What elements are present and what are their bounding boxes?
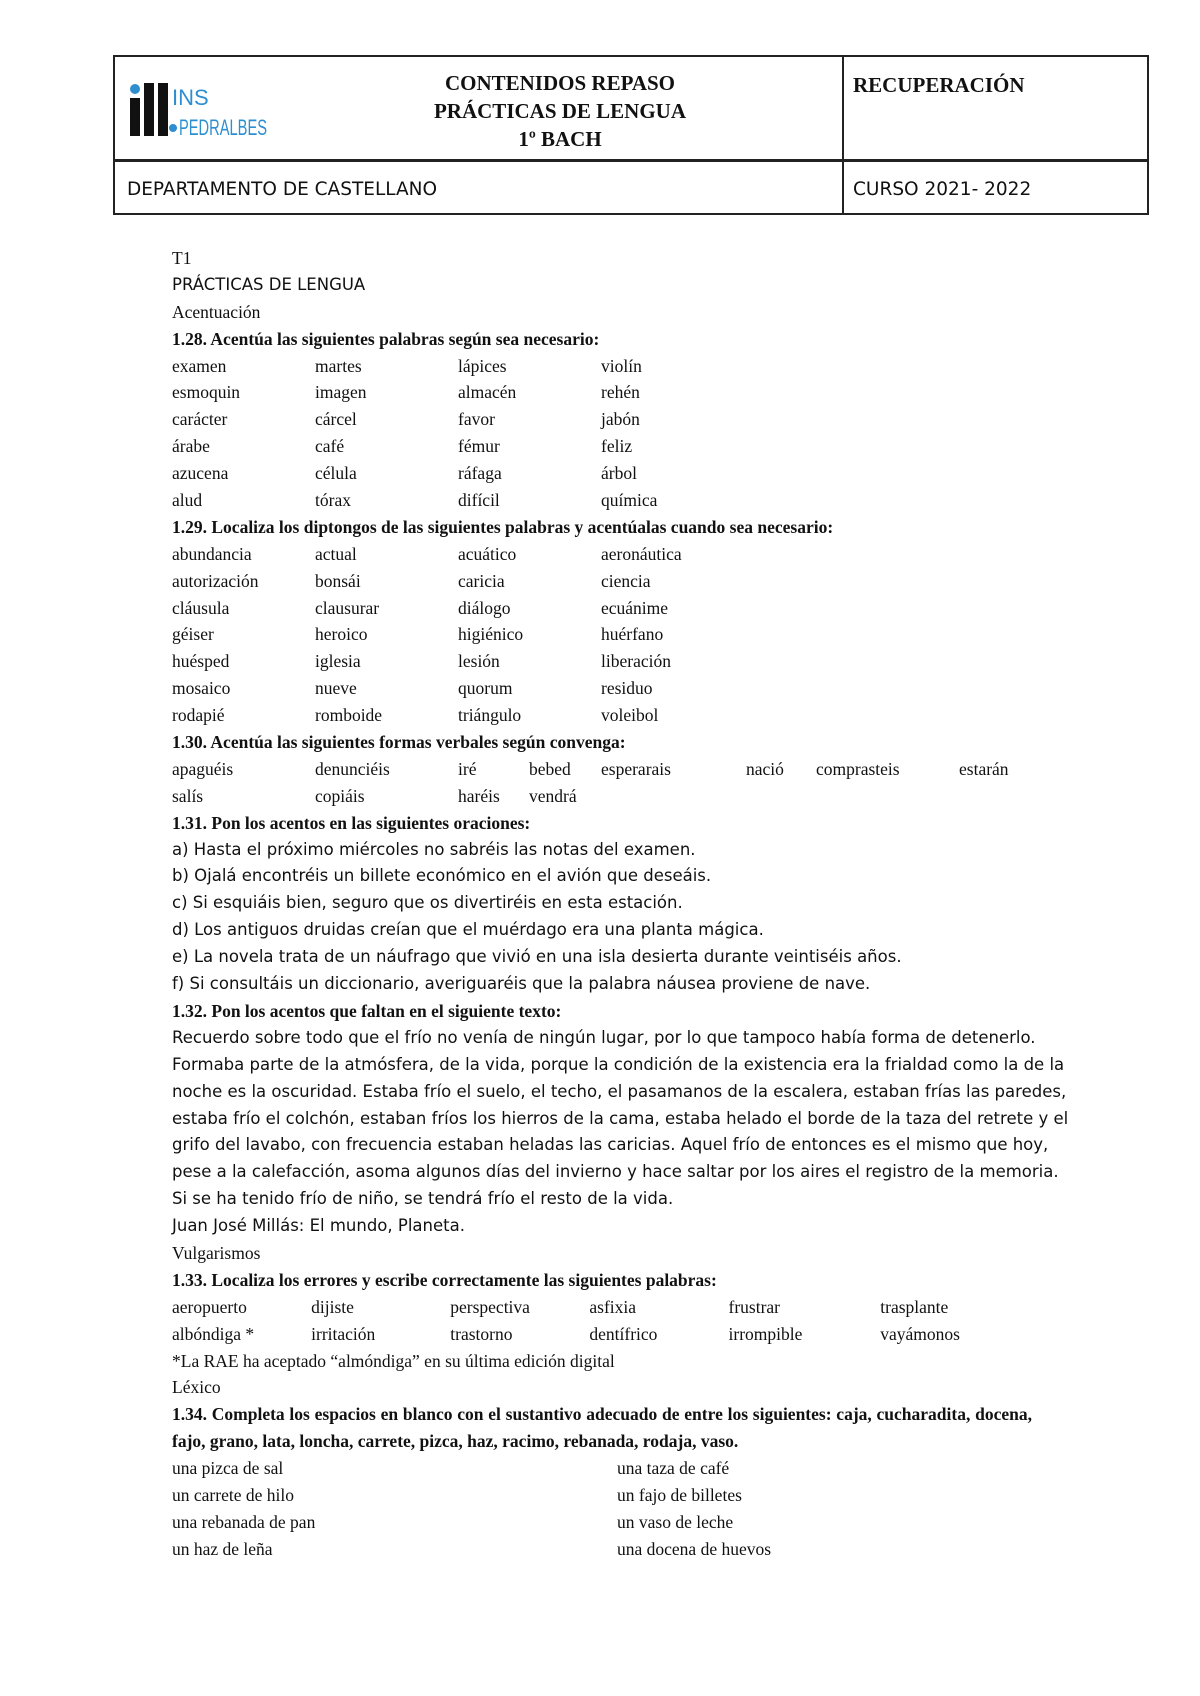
- word: cárcel: [315, 409, 357, 430]
- word: autorización: [172, 570, 259, 591]
- title-line-3: 1º BACH: [518, 127, 602, 151]
- phrase: una pizca de sal: [172, 1458, 284, 1479]
- exercise-instruction: Pon los acentos que faltan en el siguiente texto:: [207, 1000, 562, 1021]
- word: triángulo: [458, 705, 522, 726]
- word: huérfano: [601, 624, 664, 645]
- logo-text-pedralbes: PEDRALBES: [179, 115, 267, 140]
- word: bonsái: [315, 570, 361, 591]
- word: aeronáutica: [601, 543, 682, 564]
- word: árbol: [601, 463, 637, 484]
- verb-form: bebed: [529, 758, 571, 779]
- word: romboide: [315, 705, 383, 726]
- verb-form: vendrá: [529, 785, 577, 806]
- sentence: e) La novela trata de un náufrago que vivió en una isla desierta durante veintiséis años.: [172, 947, 902, 967]
- sentence: f) Si consultáis un diccionario, averiguaréis que la palabra náusea proviene de nave.: [172, 974, 871, 994]
- word: martes: [315, 355, 362, 376]
- document-title: [285, 69, 835, 153]
- word: trasplante: [880, 1296, 949, 1317]
- sentence: b) Ojalá encontréis un billete económico en el avión que deseáis.: [172, 866, 712, 886]
- phrase: un haz de leña: [172, 1538, 273, 1559]
- verb-form: copiáis: [315, 785, 365, 806]
- sentence: d) Los antiguos druidas creían que el muérdago era una planta mágica.: [172, 920, 764, 940]
- word: ciencia: [601, 570, 651, 591]
- word: lesión: [458, 651, 500, 672]
- word: clausurar: [315, 597, 380, 618]
- course-label: CURSO 2021- 2022: [853, 179, 1032, 200]
- word: irrompible: [728, 1323, 803, 1344]
- word-row: [172, 568, 1032, 595]
- subsection-lexico: Léxico: [172, 1377, 221, 1398]
- word: dentífrico: [589, 1323, 658, 1344]
- recuperacion-label: RECUPERACIÓN: [853, 73, 1025, 97]
- word: carácter: [172, 409, 228, 430]
- word: lápices: [458, 355, 507, 376]
- word: irritación: [311, 1323, 376, 1344]
- word: trastorno: [450, 1323, 513, 1344]
- excerpt-line: Formaba parte de la atmósfera, de la vida, porque la condición de la existencia era la frialdad como la de la: [172, 1054, 1065, 1074]
- word: frustrar: [728, 1296, 781, 1317]
- word: actual: [315, 543, 357, 564]
- document-body: [172, 245, 1069, 1563]
- phrase: una rebanada de pan: [172, 1511, 316, 1532]
- word: imagen: [315, 382, 367, 403]
- exercise-1-30-heading: [172, 729, 1032, 756]
- word: perspectiva: [450, 1296, 530, 1317]
- title-line-1: CONTENIDOS REPASO: [444, 71, 676, 95]
- verb-row: [172, 756, 1032, 783]
- word-row: [172, 675, 1032, 702]
- verb-row: [172, 783, 1032, 810]
- word: mosaico: [172, 678, 231, 699]
- word: alud: [172, 490, 203, 511]
- exercise-instruction: Localiza los errores y escribe correctamente las siguientes palabras:: [207, 1269, 717, 1290]
- unit-label: T1: [172, 248, 192, 268]
- phrase-row: [172, 1509, 1032, 1536]
- word: diálogo: [458, 597, 511, 618]
- word: jabón: [601, 409, 640, 430]
- word: voleibol: [601, 705, 659, 726]
- word: dijiste: [311, 1296, 354, 1317]
- exercise-instruction: Completa los espacios en blanco con el sustantivo adecuado de entre los siguientes: caja, cucharadita, docena, fajo, grano, lata, loncha, carrete, pizca, haz, racimo, rebanada, rodaja, vaso.: [172, 1404, 1032, 1452]
- exercise-number: 1.31.: [172, 812, 207, 833]
- word-row: [172, 541, 1032, 568]
- exercise-1-32-heading: [172, 998, 1032, 1025]
- verb-form: apaguéis: [172, 758, 234, 779]
- verb-form: esperarais: [601, 758, 671, 779]
- verb-form: denunciéis: [315, 758, 390, 779]
- word: asfixia: [589, 1296, 637, 1317]
- verb-form: salís: [172, 785, 204, 806]
- exercise-number: 1.28.: [172, 328, 207, 349]
- header-divider: [842, 57, 844, 213]
- ins-pedralbes-logo: [127, 79, 277, 139]
- word: favor: [458, 409, 495, 430]
- word: violín: [601, 355, 642, 376]
- sentence: a) Hasta el próximo miércoles no sabréis las notas del examen.: [172, 839, 696, 859]
- verb-form: iré: [458, 758, 477, 779]
- exercise-instruction: Localiza los diptongos de las siguientes palabras y acentúalas cuando sea necesario:: [207, 516, 834, 537]
- exercise-number: 1.30.: [172, 732, 207, 753]
- excerpt-line: Recuerdo sobre todo que el frío no venía de ningún lugar, por lo que tampoco había forma de detenerlo.: [172, 1027, 1036, 1047]
- header-table: [113, 55, 1149, 215]
- verb-form: comprasteis: [816, 758, 900, 779]
- word: feliz: [601, 436, 633, 457]
- word: abundancia: [172, 543, 252, 564]
- word: célula: [315, 463, 357, 484]
- phrase: un carrete de hilo: [172, 1485, 294, 1505]
- phrase-row: [172, 1482, 1032, 1509]
- exercise-number: 1.29.: [172, 516, 207, 537]
- exercise-1-33-heading: [172, 1267, 1032, 1294]
- word-row: [172, 406, 1032, 433]
- word: higiénico: [458, 624, 524, 645]
- word: cláusula: [172, 597, 230, 618]
- word: albóndiga *: [172, 1323, 255, 1344]
- word: residuo: [601, 678, 653, 699]
- word: quorum: [458, 678, 513, 699]
- word: ráfaga: [458, 463, 502, 484]
- word: nueve: [315, 678, 357, 699]
- excerpt-source: Juan José Millás: El mundo, Planeta.: [172, 1216, 465, 1236]
- title-line-2: PRÁCTICAS DE LENGUA: [433, 99, 687, 123]
- word: difícil: [458, 490, 500, 511]
- word: heroico: [315, 624, 368, 645]
- exercise-number: 1.34.: [172, 1404, 207, 1425]
- sentence: c) Si esquiáis bien, seguro que os divertiréis en esta estación.: [172, 893, 683, 913]
- verb-form: estarán: [959, 758, 1009, 779]
- exercise-instruction: Acentúa las siguientes formas verbales según convenga:: [207, 732, 626, 753]
- excerpt-line: Si se ha tenido frío de niño, se tendrá frío el resto de la vida.: [172, 1189, 674, 1209]
- word: examen: [172, 355, 227, 376]
- exercise-instruction: Pon los acentos en las siguientes oraciones:: [207, 812, 531, 833]
- phrase: un vaso de leche: [617, 1511, 734, 1532]
- word: café: [315, 436, 345, 457]
- phrase: una docena de huevos: [617, 1538, 772, 1559]
- word: aeropuerto: [172, 1296, 247, 1317]
- section-title: PRÁCTICAS DE LENGUA: [172, 274, 366, 294]
- phrase: una taza de café: [617, 1458, 730, 1479]
- excerpt-line: estaba frío el colchón, estaban fríos los hierros de la cama, estaba helado el borde de la taza del retrete y el: [172, 1108, 1069, 1128]
- word: liberación: [601, 651, 671, 672]
- excerpt-paragraph: [172, 1025, 1069, 1213]
- word: azucena: [172, 463, 229, 484]
- word: acuático: [458, 543, 517, 564]
- word-row: [172, 702, 1032, 729]
- logo-text-ins: INS: [172, 85, 209, 110]
- phrase-row: [172, 1536, 1032, 1563]
- word-row: [172, 433, 1032, 460]
- verb-form: nació: [746, 758, 784, 779]
- excerpt-line: grifo del lavabo, con frecuencia estaban heladas las caricias. Aquel frío de entonces es el mismo que hoy,: [172, 1135, 1049, 1155]
- word: rehén: [601, 382, 640, 403]
- word: esmoquin: [172, 382, 241, 403]
- exercise-number: 1.33.: [172, 1269, 207, 1290]
- exercise-number: 1.32.: [172, 1000, 207, 1021]
- exercise-instruction: Acentúa las siguientes palabras según sea necesario:: [207, 328, 600, 349]
- word-row: [172, 379, 1032, 406]
- excerpt-line: noche es la oscuridad. Estaba frío el suelo, el techo, el pasamanos de la escalera, estaban frías las paredes,: [172, 1081, 1067, 1101]
- subsection-acentuacion: Acentuación: [172, 301, 261, 322]
- exercise-1-34-heading: [172, 1401, 1032, 1455]
- word-row: [172, 460, 1032, 487]
- word: ecuánime: [601, 597, 669, 618]
- word-row: [172, 1321, 1032, 1348]
- word: almacén: [458, 382, 517, 403]
- exercise-1-29-heading: [172, 514, 1032, 541]
- word: iglesia: [315, 651, 361, 672]
- verb-form: haréis: [458, 785, 500, 806]
- word-row: [172, 487, 1032, 514]
- word: vayámonos: [880, 1323, 960, 1344]
- word-row: [172, 1294, 1032, 1321]
- word-row: [172, 595, 1032, 622]
- exercise-1-28-heading: [172, 326, 1032, 353]
- word-row: [172, 648, 1032, 675]
- exercise-1-31-heading: [172, 810, 1032, 837]
- excerpt-line: pese a la calefacción, asoma algunos días del invierno y hace saltar por los aires el registro de la memoria.: [172, 1162, 1059, 1182]
- word: géiser: [172, 624, 214, 645]
- word: rodapié: [172, 705, 225, 726]
- word: huésped: [172, 651, 230, 672]
- word: tórax: [315, 490, 351, 511]
- word-row: [172, 621, 1032, 648]
- word: química: [601, 490, 658, 511]
- word: fémur: [458, 436, 500, 457]
- department-label: DEPARTAMENTO DE CASTELLANO: [127, 179, 438, 200]
- word: caricia: [458, 570, 505, 591]
- phrase: un fajo de billetes: [617, 1485, 742, 1505]
- word: árabe: [172, 436, 210, 457]
- word-row: [172, 353, 1032, 380]
- phrase-row: [172, 1455, 1032, 1482]
- logo-dot-icon: [130, 84, 140, 94]
- footnote: *La RAE ha aceptado “almóndiga” en su última edición digital: [172, 1350, 615, 1371]
- subsection-vulgarismos: Vulgarismos: [172, 1242, 261, 1263]
